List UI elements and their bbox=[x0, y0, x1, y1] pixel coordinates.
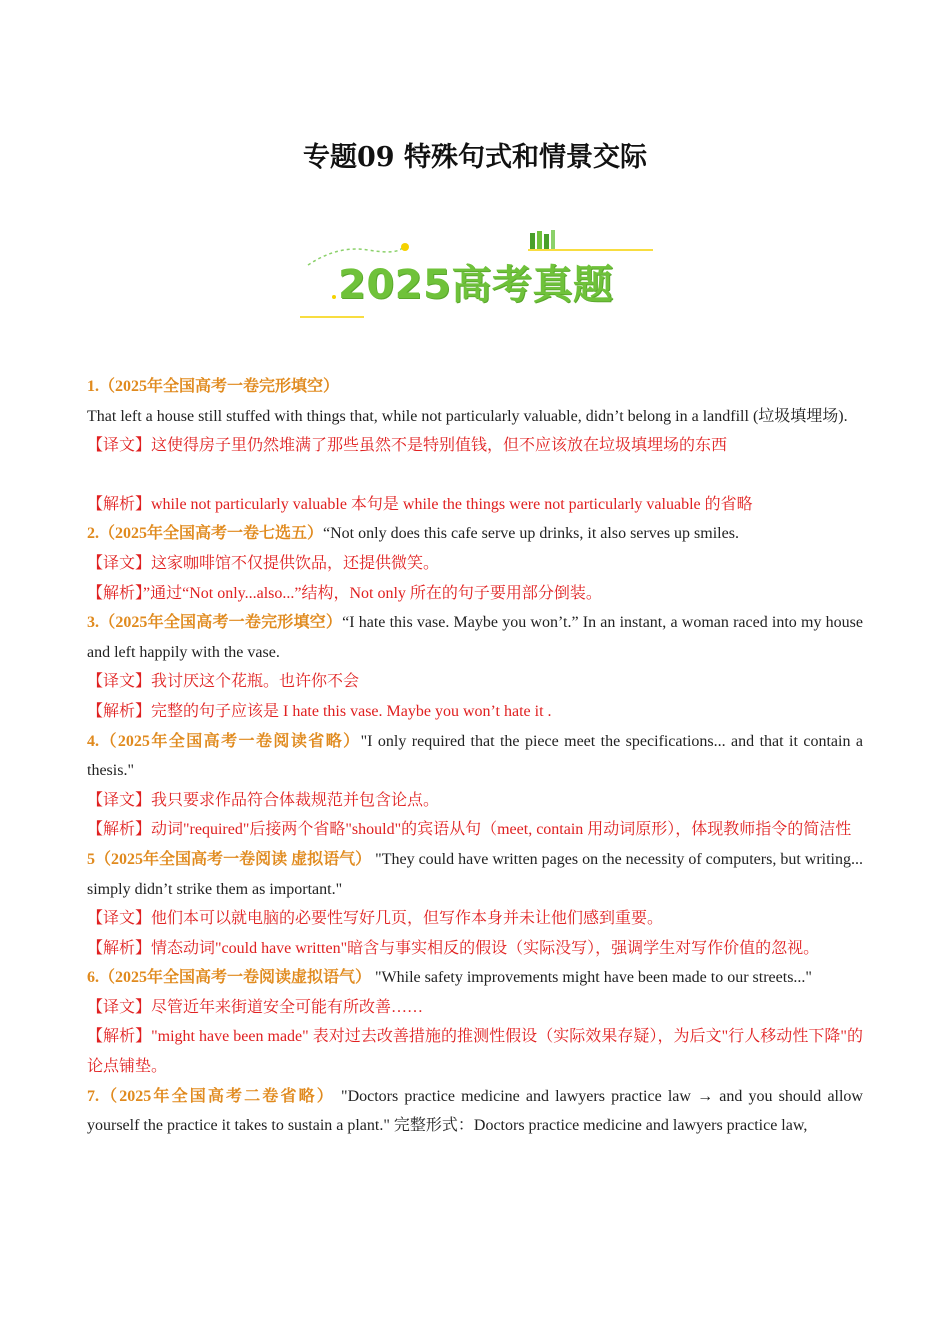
page-title: 专题09 特殊句式和情景交际 bbox=[303, 142, 647, 173]
analysis: 【解析】动词"required"后接两个省略"should"的宾语从句（meet, contain 用动词原形），体现教师指令的简洁性 bbox=[87, 821, 852, 839]
question-header: 4.（2025年全国高考一卷阅读省略） bbox=[87, 732, 361, 750]
question-text: "While safety improvements might have been made to our streets..." bbox=[371, 969, 812, 987]
analysis: 【解析】完整的句子应该是 I hate this vase. Maybe you won’t hate it . bbox=[87, 702, 552, 720]
question-header: 2.（2025年全国高考一卷七选五） bbox=[87, 525, 324, 543]
translation: 【译文】这使得房子里仍然堆满了那些虽然不是特别值钱，但不应该放在垃圾填埋场的东西 bbox=[87, 437, 728, 455]
question-item bbox=[87, 963, 863, 1081]
question-text: "They could have written pages on the necessity of computers, but writing... simply didn’t strike them as important." bbox=[87, 850, 863, 898]
question-header: 1.（2025年全国高考一卷完形填空） bbox=[87, 378, 340, 395]
question-text: That left a house still stuffed with things that, while not particularly valuable, didn’t belong in a landfill (垃圾填埋场). bbox=[87, 407, 848, 425]
question-item bbox=[87, 608, 863, 726]
translation: 【译文】我讨厌这个花瓶。也许你不会 bbox=[87, 673, 360, 691]
translation: 【译文】尽管近年来街道安全可能有所改善…… bbox=[87, 998, 424, 1016]
question-text: "Doctors practice medicine and lawyers practice law → and you should allow yourself the practice it takes to sustain a plant." 完整形式：Doctors practice medicine and lawyers practice law, bbox=[87, 1087, 863, 1135]
spacer bbox=[87, 461, 863, 490]
question-list bbox=[87, 372, 863, 1141]
question-text: “I hate this vase. Maybe you won’t.” In an instant, a woman raced into my house and left happily with the vase. bbox=[87, 614, 863, 661]
question-item bbox=[87, 519, 863, 608]
analysis: 【解析】”通过“Not only...also...”结构，Not only 所在的句子要用部分倒装。 bbox=[87, 584, 602, 602]
question-item bbox=[87, 1082, 863, 1141]
question-header: 3.（2025年全国高考一卷完形填空） bbox=[87, 614, 343, 632]
question-text: "I only required that the piece meet the specifications... and that it contain a thesis." bbox=[87, 732, 863, 780]
banner-title: 2025高考真题 bbox=[338, 262, 614, 308]
question-header: 6.（2025年全国高考一卷阅读虚拟语气） bbox=[87, 969, 372, 987]
translation: 【译文】他们本可以就电脑的必要性写好几页，但写作本身并未让他们感到重要。 bbox=[87, 910, 664, 928]
question-item bbox=[87, 845, 863, 963]
analysis: 【解析】while not particularly valuable 本句是 while the things were not particularly valuable 的省略 bbox=[87, 495, 753, 513]
question-item bbox=[87, 727, 863, 845]
question-header: 7.（2025年全国高考二卷省略） bbox=[87, 1087, 335, 1105]
title-banner bbox=[298, 225, 658, 325]
analysis: 【解析】"might have been made" 表对过去改善措施的推测性假设（实际效果存疑），为后文"行人移动性下降"的论点铺垫。 bbox=[87, 1028, 863, 1076]
translation: 【译文】我只要求作品符合体裁规范并包含论点。 bbox=[87, 791, 440, 809]
analysis: 【解析】情态动词"could have written"暗含与事实相反的假设（实际没写），强调学生对写作价值的忽视。 bbox=[87, 939, 820, 957]
question-item bbox=[87, 372, 863, 519]
question-header: 5（2025年全国高考一卷阅读 虚拟语气） bbox=[87, 850, 372, 868]
translation: 【译文】这家咖啡馆不仅提供饮品，还提供微笑。 bbox=[87, 554, 440, 572]
question-text: “Not only does this cafe serve up drinks, it also serves up smiles. bbox=[323, 525, 739, 543]
